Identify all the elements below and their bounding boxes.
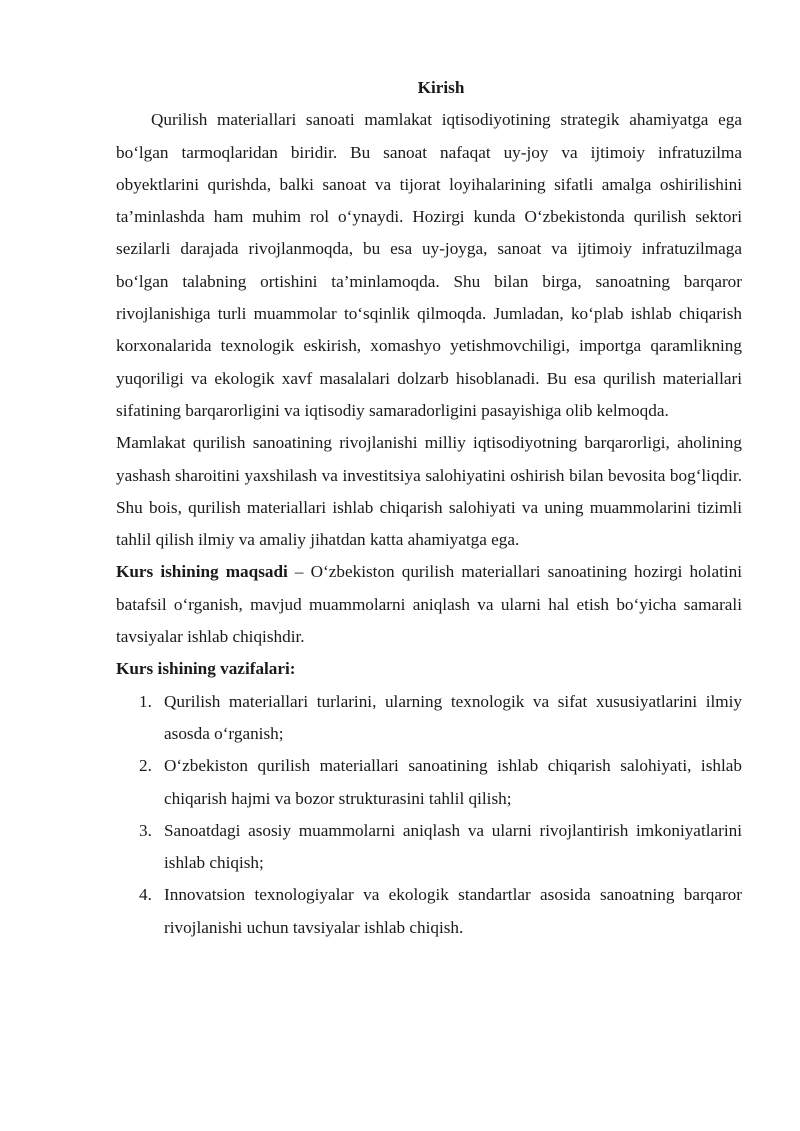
second-paragraph: Mamlakat qurilish sanoatining rivojlanishi milliy iqtisodiyotning barqarorligi, aholining yashash sharoitini yaxshilash va investitsiya salohiyatini oshirish bilan bevosita bog‘liqdir. Shu bois, qurilish materiallari ishlab chiqarish salohiyati va uning muammolarini tizimli tahlil qilish ilmiy va amaliy jihatdan katta ahamiyatga ega.	[116, 433, 742, 550]
goal-label: Kurs ishining maqsadi	[116, 562, 288, 582]
task-text: Sanoatdagi asosiy muammolarni aniqlash va ularni rivojlantirish imkoniyatlarini ishlab chiqish;	[164, 820, 742, 873]
task-item	[116, 686, 742, 751]
task-text: O‘zbekiston qurilish materiallari sanoatining ishlab chiqarish salohiyati, ishlab chiqarish hajmi va bozor strukturasini tahlil qilish;	[164, 756, 742, 808]
task-number: 3.	[139, 820, 152, 840]
intro-paragraph: Qurilish materiallari sanoati mamlakat iqtisodiyotining strategik ahamiyatga ega bo‘lgan tarmoqlaridan biridir. Bu sanoat nafaqat uy-joy va ijtimoiy infratuzilma obyektlarini qurishda, balki sanoat va tijorat loyihalarining sifatli amalga oshirilishini ta’minlashda ham muhim rol o‘ynaydi. Hozirgi kunda O‘zbekistonda qurilish sektori sezilarli darajada rivojlanmoqda, bu esa uy-joyga, sanoat va ijtimoiy infratuzilmaga bo‘lgan talabning ortishini ta’minlamoqda. Shu bilan birga, sanoatning barqaror rivojlanishiga turli muammolar to‘sqinlik qilmoqda. Jumladan, ko‘plab ishlab chiqarish korxonalarida texnologik eskirish, xomashyo yetishmovchiligi, importga qaramlikning yuqoriligi va ekologik xavf masalalari dolzarb hisoblanadi. Bu esa qurilish materiallari sifatining barqarorligini va iqtisodiy samaradorligini pasayishiga olib kelmoqda.	[116, 110, 742, 420]
task-text: Qurilish materiallari turlarini, ularning texnologik va sifat xususiyatlarini ilmiy asosda o‘rganish;	[164, 691, 742, 743]
goal-paragraph	[116, 556, 742, 653]
task-number: 4.	[139, 885, 152, 905]
task-item	[116, 879, 742, 944]
goal-text: – O‘zbekiston qurilish materiallari sanoatining hozirgi holatini batafsil o‘rganish, mavjud muammolarni aniqlash va ularni hal etish bo‘yicha samarali tavsiyalar ishlab chiqishdir.	[116, 562, 742, 647]
tasks-heading: Kurs ishining vazifalari:	[116, 659, 296, 679]
task-number: 2.	[139, 756, 152, 776]
task-item	[116, 815, 742, 880]
task-text: Innovatsion texnologiyalar va ekologik standartlar asosida sanoatning barqaror rivojlanishi uchun tavsiyalar ishlab chiqish.	[164, 885, 742, 937]
tasks-list	[116, 686, 742, 944]
task-item	[116, 750, 742, 815]
document-title: Kirish	[417, 78, 465, 97]
document-page	[116, 72, 742, 944]
task-number: 1.	[139, 691, 152, 711]
